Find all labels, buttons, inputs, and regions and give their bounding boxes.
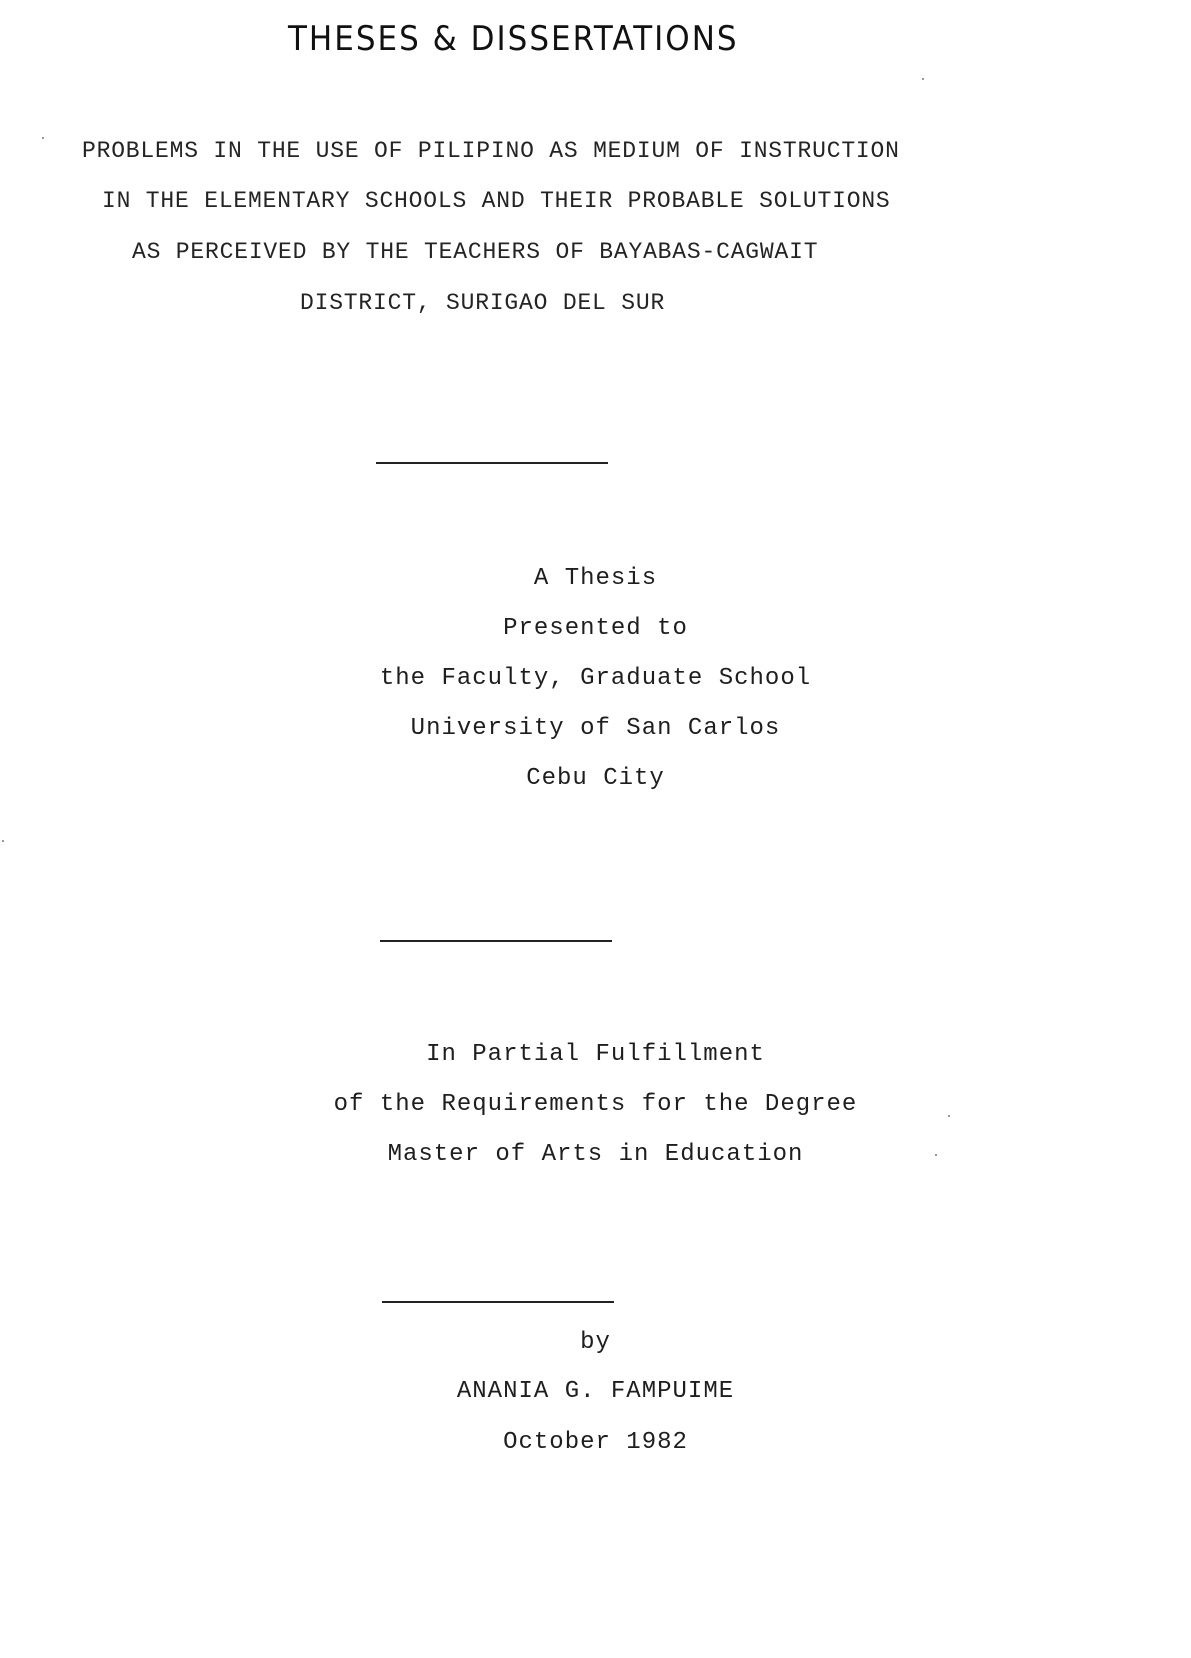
scan-speck-3 xyxy=(948,1115,950,1117)
scan-speck-1 xyxy=(922,78,924,80)
thesis-date: October 1982 xyxy=(503,1429,688,1456)
divider-rule-2 xyxy=(380,940,612,942)
scan-speck-4 xyxy=(935,1154,937,1156)
fulfillment-line-1: In Partial Fulfillment xyxy=(426,1041,765,1068)
author-name: ANANIA G. FAMPUIME xyxy=(456,1378,735,1405)
scan-speck-5 xyxy=(2,840,4,842)
divider-rule-3 xyxy=(382,1301,614,1303)
fulfillment-line-2: of the Requirements for the Degree xyxy=(333,1091,858,1118)
title-line-2: IN THE ELEMENTARY SCHOOLS AND THEIR PROBABLE SOLUTIONS xyxy=(102,188,891,214)
thesis-line-5: Cebu City xyxy=(526,765,665,792)
title-line-4: DISTRICT, SURIGAO DEL SUR xyxy=(300,290,666,316)
fulfillment-line-3: Master of Arts in Education xyxy=(387,1141,804,1168)
divider-rule-1 xyxy=(376,462,608,464)
thesis-line-4: University of San Carlos xyxy=(410,715,781,742)
by-line: by xyxy=(580,1329,611,1356)
scan-speck-2 xyxy=(42,137,44,139)
scanner-footer-mark xyxy=(0,1646,2,1653)
title-line-1: PROBLEMS IN THE USE OF PILIPINO AS MEDIUM OF INSTRUCTION xyxy=(82,138,900,164)
title-line-3: AS PERCEIVED BY THE TEACHERS OF BAYABAS-CAGWAIT xyxy=(132,239,819,265)
theses-dissertations-stamp: THESES & DISSERTATIONS xyxy=(288,20,739,59)
thesis-line-1: A Thesis xyxy=(533,565,658,592)
thesis-line-2: Presented to xyxy=(503,615,688,642)
thesis-line-3: the Faculty, Graduate School xyxy=(379,665,812,692)
